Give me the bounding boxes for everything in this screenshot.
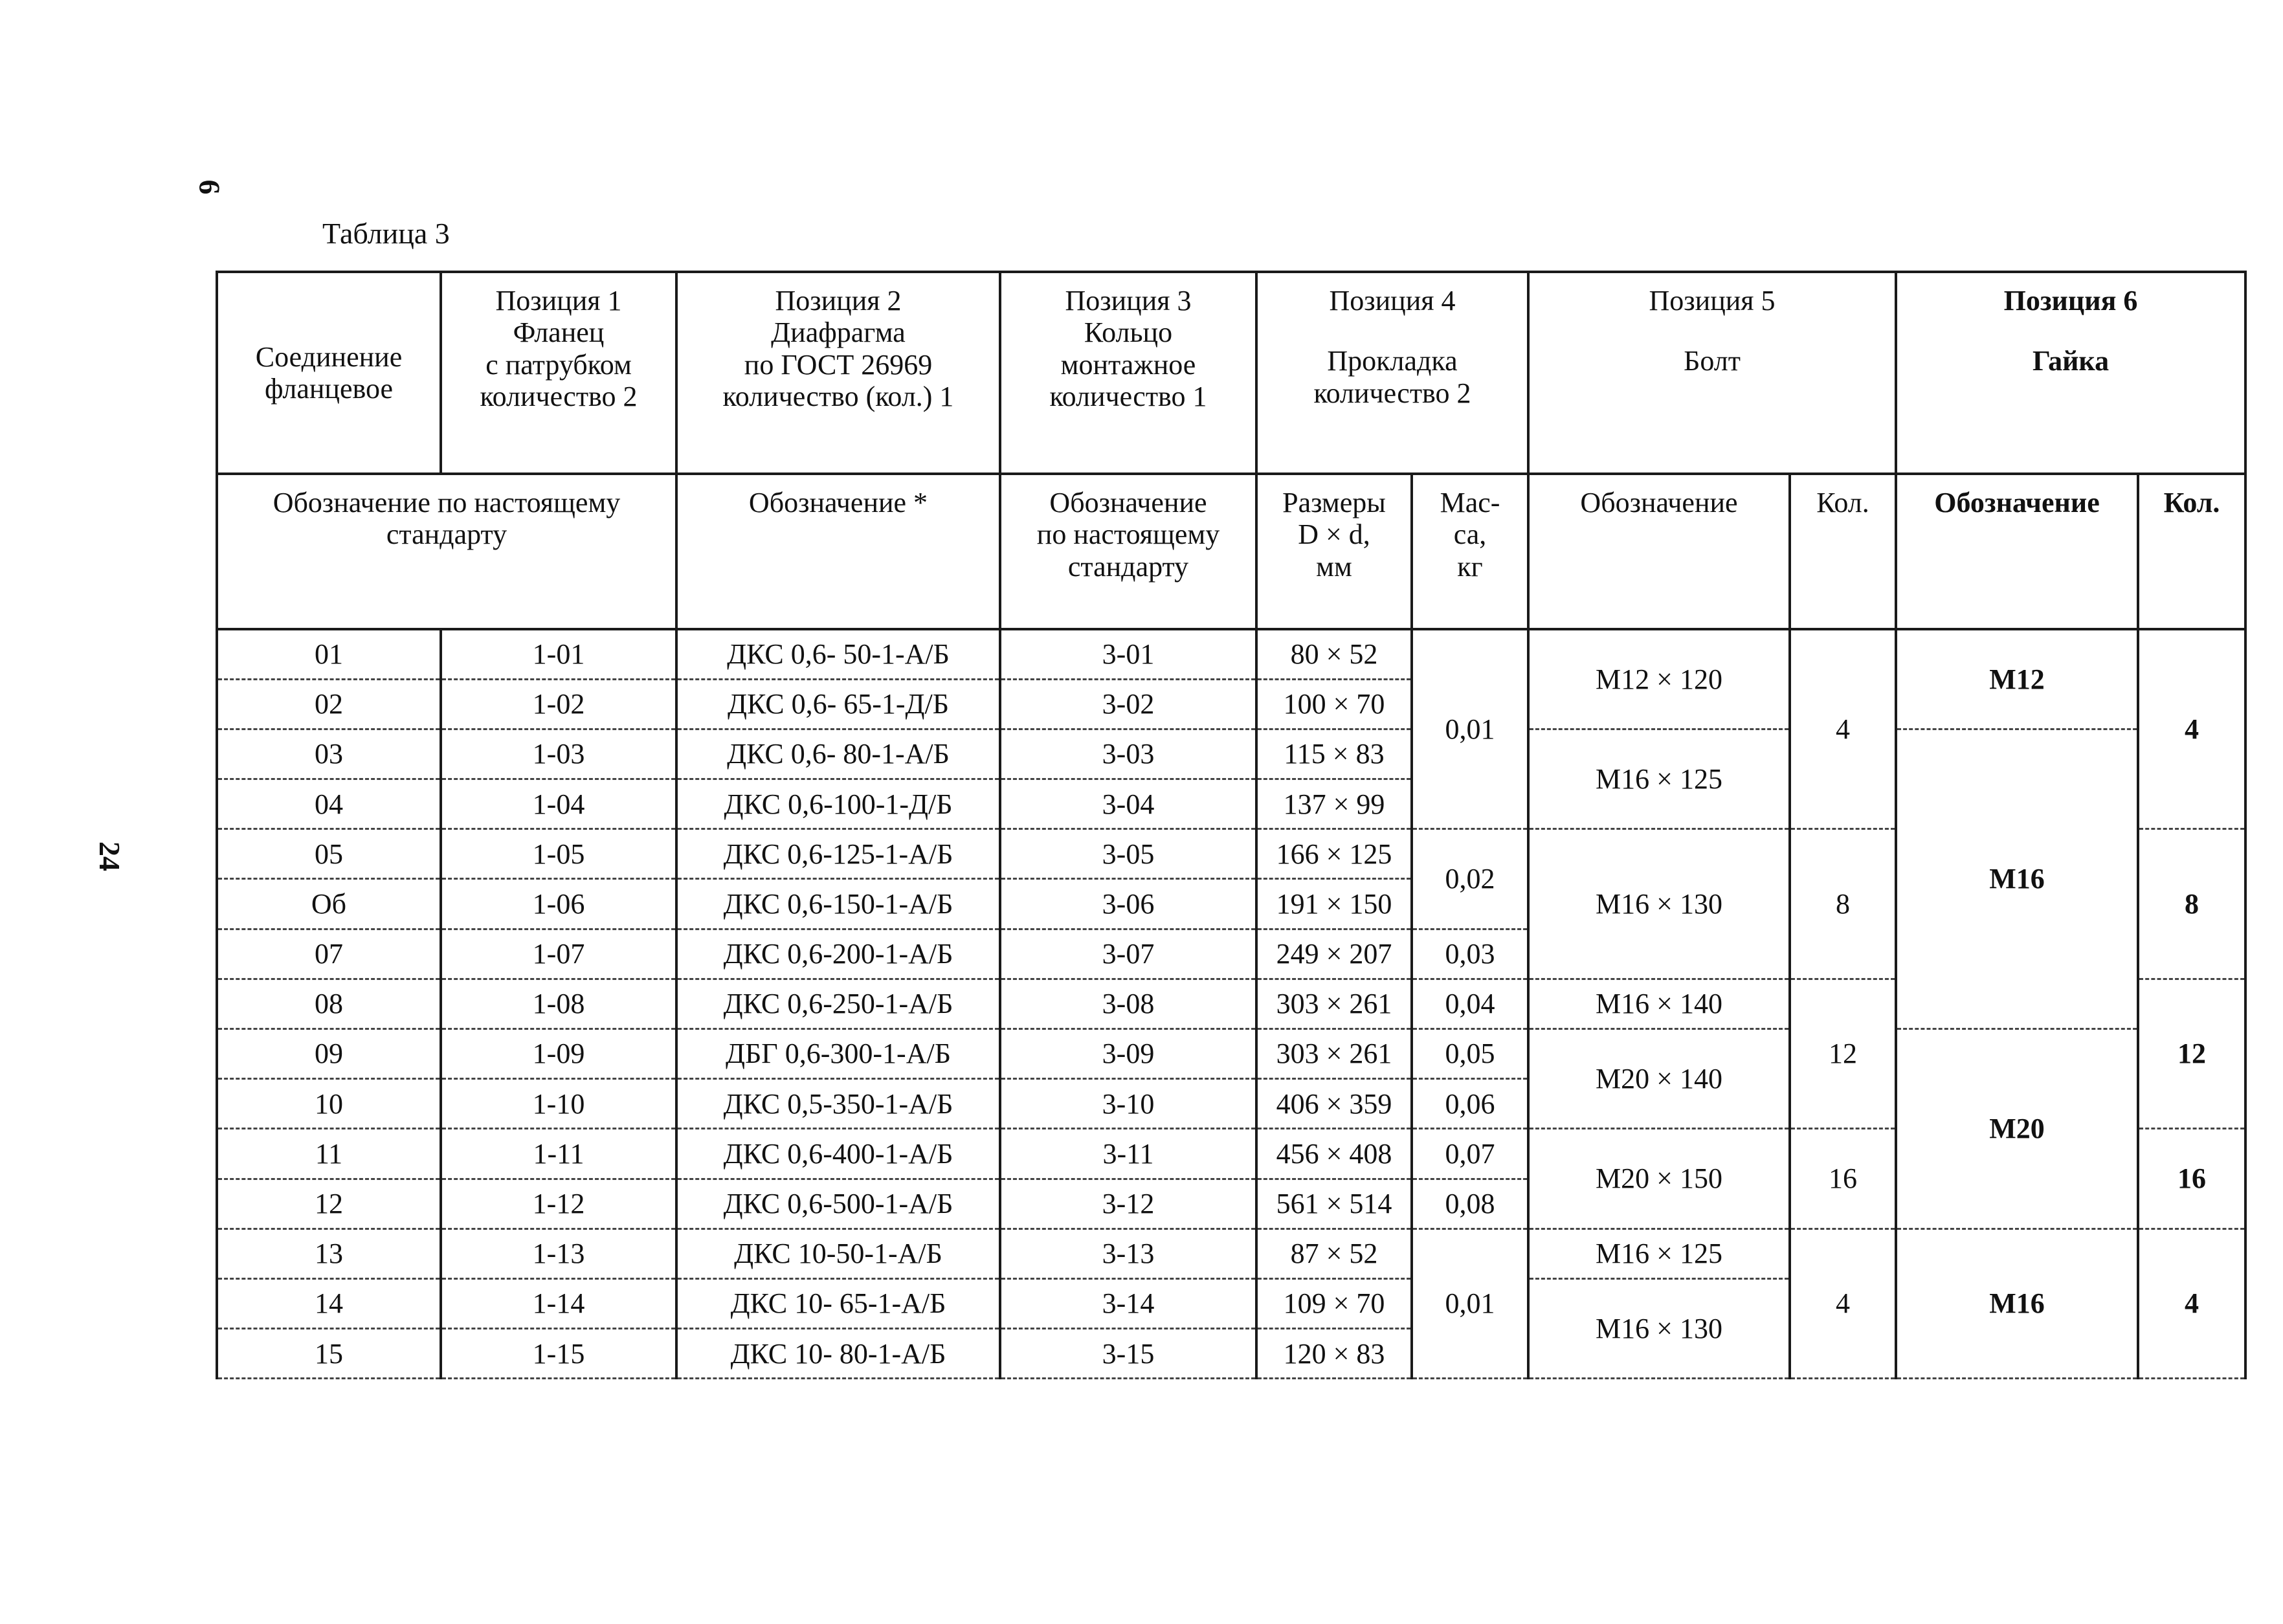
flange-designation-cell: 1-11 [441, 1129, 676, 1179]
gasket-size-cell: 406 × 359 [1256, 1079, 1412, 1129]
diaphragm-designation-cell: ДКС 0,6-200-1-А/Б [676, 929, 1000, 979]
bolt-cell: М12 × 120 [1528, 629, 1790, 729]
nut-cell: М12 [1896, 629, 2138, 729]
connection-code-cell: 05 [217, 829, 441, 879]
gasket-size-cell: 191 × 150 [1256, 879, 1412, 929]
page-side-number-middle: 24 [93, 841, 126, 871]
header-mass-line: кг [1457, 550, 1483, 583]
gasket-size-cell: 100 × 70 [1256, 679, 1412, 729]
bolt-cell: М16 × 140 [1528, 979, 1790, 1029]
gasket-size-cell: 456 × 408 [1256, 1129, 1412, 1179]
header-pos2-line: Диафрагма [771, 317, 906, 349]
mass-cell: 0,01 [1412, 1229, 1528, 1379]
nut-qty-cell: 4 [2138, 629, 2245, 829]
flange-designation-cell: 1-09 [441, 1029, 676, 1079]
header-pos2-line: Позиция 2 [775, 285, 902, 317]
connection-code-cell: 14 [217, 1278, 441, 1328]
header-pos6-title: Позиция 6 [2003, 285, 2138, 317]
nut-qty-cell: 4 [2138, 1229, 2245, 1379]
diaphragm-designation-cell: ДКС 0,6- 80-1-А/Б [676, 729, 1000, 779]
header-position-4 [1256, 272, 1528, 474]
header-nut-qty: Кол. [2138, 474, 2245, 629]
header-pos3-line: монтажное [1060, 348, 1196, 381]
flange-designation-cell: 1-06 [441, 879, 676, 929]
nut-qty-cell: 16 [2138, 1129, 2245, 1229]
header-connection-line: Соединение [255, 340, 403, 373]
flange-designation-cell: 1-13 [441, 1229, 676, 1278]
gasket-size-cell: 561 × 514 [1256, 1179, 1412, 1229]
ring-designation-cell: 3-01 [1000, 629, 1256, 679]
diaphragm-designation-cell: ДКС 10- 80-1-А/Б [676, 1329, 1000, 1379]
ring-designation-cell: 3-03 [1000, 729, 1256, 779]
ring-designation-cell: 3-05 [1000, 829, 1256, 879]
table-row [217, 1229, 2245, 1278]
flange-connection-table [216, 271, 2247, 1379]
header-pos1-line: количество 2 [480, 380, 638, 412]
ring-designation-cell: 3-09 [1000, 1029, 1256, 1079]
ring-designation-cell: 3-12 [1000, 1179, 1256, 1229]
flange-designation-cell: 1-14 [441, 1278, 676, 1328]
ring-designation-cell: 3-08 [1000, 979, 1256, 1029]
ring-designation-cell: 3-02 [1000, 679, 1256, 729]
header-sizes-line: мм [1316, 550, 1352, 583]
header-bolt-designation: Обозначение [1528, 474, 1790, 629]
header-pos5-name: Болт [1684, 345, 1741, 377]
gasket-size-cell: 80 × 52 [1256, 629, 1412, 679]
flange-designation-cell: 1-08 [441, 979, 676, 1029]
connection-code-cell: 12 [217, 1179, 441, 1229]
page-side-number-top: 6 [193, 179, 227, 195]
bolt-qty-cell: 8 [1790, 829, 1896, 979]
header-pos3-line: Позиция 3 [1065, 285, 1192, 317]
header-position-6 [1896, 272, 2245, 474]
flange-designation-cell: 1-01 [441, 629, 676, 679]
header-position-3 [1000, 272, 1256, 474]
connection-code-cell: 10 [217, 1079, 441, 1129]
bolt-cell: М16 × 130 [1528, 1278, 1790, 1378]
bolt-cell: М20 × 150 [1528, 1129, 1790, 1229]
header-nut-designation: Обозначение [1896, 474, 2138, 629]
header-row-positions [217, 272, 2245, 474]
diaphragm-designation-cell: ДКС 0,6- 50-1-А/Б [676, 629, 1000, 679]
diaphragm-designation-cell: ДКС 0,5-350-1-А/Б [676, 1079, 1000, 1129]
connection-code-cell: 15 [217, 1329, 441, 1379]
table-row [217, 729, 2245, 779]
ring-designation-cell: 3-04 [1000, 779, 1256, 829]
table-caption: Таблица 3 [322, 217, 450, 250]
header-pos3-line: Кольцо [1084, 317, 1173, 349]
flange-designation-cell: 1-15 [441, 1329, 676, 1379]
header-mass-line: Мас- [1440, 487, 1500, 518]
bolt-cell: М20 × 140 [1528, 1029, 1790, 1129]
header-position-5 [1528, 272, 1896, 474]
header-pos6-name: Гайка [2032, 345, 2110, 377]
gasket-size-cell: 109 × 70 [1256, 1278, 1412, 1328]
diaphragm-designation-cell: ДКС 0,6- 65-1-Д/Б [676, 679, 1000, 729]
header-pos1-line: Позиция 1 [495, 285, 622, 317]
connection-code-cell: 04 [217, 779, 441, 829]
connection-code-cell: 09 [217, 1029, 441, 1079]
header-bolt-qty: Кол. [1790, 474, 1896, 629]
mass-cell: 0,05 [1412, 1029, 1528, 1079]
connection-code-cell: Об [217, 879, 441, 929]
ring-designation-cell: 3-15 [1000, 1329, 1256, 1379]
header-sizes-line: Размеры [1282, 487, 1386, 518]
header-pos4-line: количество 2 [1313, 377, 1471, 409]
header-designation-line: Обозначение [1049, 487, 1207, 518]
diaphragm-designation-cell: ДКС 0,6-100-1-Д/Б [676, 779, 1000, 829]
header-position-2 [676, 272, 1000, 474]
connection-code-cell: 08 [217, 979, 441, 1029]
diaphragm-designation-cell: ДКС 0,6-400-1-А/Б [676, 1129, 1000, 1179]
mass-cell: 0,04 [1412, 979, 1528, 1029]
ring-designation-cell: 3-07 [1000, 929, 1256, 979]
table-body [217, 629, 2245, 1379]
header-pos2-line: количество (кол.) 1 [722, 380, 954, 412]
nut-qty-cell: 12 [2138, 979, 2245, 1129]
bolt-qty-cell: 4 [1790, 629, 1896, 829]
ring-designation-cell: 3-06 [1000, 879, 1256, 929]
connection-code-cell: 01 [217, 629, 441, 679]
bolt-qty-cell: 16 [1790, 1129, 1896, 1229]
connection-code-cell: 02 [217, 679, 441, 729]
header-pos5-title: Позиция 5 [1649, 285, 1776, 317]
bolt-cell: М16 × 130 [1528, 829, 1790, 979]
gasket-size-cell: 303 × 261 [1256, 979, 1412, 1029]
flange-designation-cell: 1-02 [441, 679, 676, 729]
gasket-size-cell: 137 × 99 [1256, 779, 1412, 829]
nut-cell: М16 [1896, 729, 2138, 1029]
header-mass [1412, 474, 1528, 629]
header-designation-standard [217, 474, 676, 629]
gasket-size-cell: 115 × 83 [1256, 729, 1412, 779]
connection-code-cell: 13 [217, 1229, 441, 1278]
gasket-size-cell: 87 × 52 [1256, 1229, 1412, 1278]
bolt-qty-cell: 12 [1790, 979, 1896, 1129]
mass-cell: 0,03 [1412, 929, 1528, 979]
mass-cell: 0,08 [1412, 1179, 1528, 1229]
nut-cell: М16 [1896, 1229, 2138, 1379]
diaphragm-designation-cell: ДКС 10- 65-1-А/Б [676, 1278, 1000, 1328]
header-designation-star: Обозначение * [676, 474, 1000, 629]
header-pos4-title: Позиция 4 [1329, 285, 1456, 317]
ring-designation-cell: 3-10 [1000, 1079, 1256, 1129]
gasket-size-cell: 120 × 83 [1256, 1329, 1412, 1379]
nut-qty-cell: 8 [2138, 829, 2245, 979]
header-designation-line: стандарту [386, 518, 507, 551]
mass-cell: 0,02 [1412, 829, 1528, 929]
header-designation-line: по настоящему [1036, 518, 1220, 551]
diaphragm-designation-cell: ДКС 0,6-500-1-А/Б [676, 1179, 1000, 1229]
ring-designation-cell: 3-13 [1000, 1229, 1256, 1278]
diaphragm-designation-cell: ДКС 10-50-1-А/Б [676, 1229, 1000, 1278]
mass-cell: 0,01 [1412, 629, 1528, 829]
flange-designation-cell: 1-10 [441, 1079, 676, 1129]
ring-designation-cell: 3-11 [1000, 1129, 1256, 1179]
gasket-size-cell: 249 × 207 [1256, 929, 1412, 979]
header-sizes [1256, 474, 1412, 629]
bolt-cell: М16 × 125 [1528, 1229, 1790, 1278]
ring-designation-cell: 3-14 [1000, 1278, 1256, 1328]
diaphragm-designation-cell: ДКС 0,6-125-1-А/Б [676, 829, 1000, 879]
connection-code-cell: 07 [217, 929, 441, 979]
flange-designation-cell: 1-12 [441, 1179, 676, 1229]
header-connection-line: фланцевое [264, 373, 394, 405]
connection-code-cell: 11 [217, 1129, 441, 1179]
bolt-cell: М16 × 125 [1528, 729, 1790, 829]
nut-cell: М20 [1896, 1029, 2138, 1229]
diaphragm-designation-cell: ДКС 0,6-250-1-А/Б [676, 979, 1000, 1029]
gasket-size-cell: 166 × 125 [1256, 829, 1412, 879]
flange-designation-cell: 1-05 [441, 829, 676, 879]
header-pos4-line: Прокладка [1327, 345, 1458, 377]
flange-designation-cell: 1-07 [441, 929, 676, 979]
header-designation-line: стандарту [1067, 550, 1189, 583]
table-row [217, 1029, 2245, 1079]
header-mass-line: са, [1453, 518, 1487, 551]
header-pos2-line: по ГОСТ 26969 [744, 348, 933, 381]
diaphragm-designation-cell: ДБГ 0,6-300-1-А/Б [676, 1029, 1000, 1079]
header-position-1 [441, 272, 676, 474]
diaphragm-designation-cell: ДКС 0,6-150-1-А/Б [676, 879, 1000, 929]
header-designation-line: Обозначение по настоящему [273, 487, 621, 518]
connection-code-cell: 03 [217, 729, 441, 779]
gasket-size-cell: 303 × 261 [1256, 1029, 1412, 1079]
header-pos1-line: Фланец [513, 317, 605, 349]
mass-cell: 0,07 [1412, 1129, 1528, 1179]
bolt-qty-cell: 4 [1790, 1229, 1896, 1379]
header-sizes-line: D × d, [1298, 518, 1370, 551]
header-pos3-line: количество 1 [1049, 380, 1207, 412]
flange-designation-cell: 1-03 [441, 729, 676, 779]
flange-designation-cell: 1-04 [441, 779, 676, 829]
header-row-designations [217, 474, 2245, 629]
header-connection [217, 272, 441, 474]
table-row [217, 629, 2245, 679]
mass-cell: 0,06 [1412, 1079, 1528, 1129]
header-designation-pos3 [1000, 474, 1256, 629]
header-pos1-line: с патрубком [485, 348, 632, 381]
